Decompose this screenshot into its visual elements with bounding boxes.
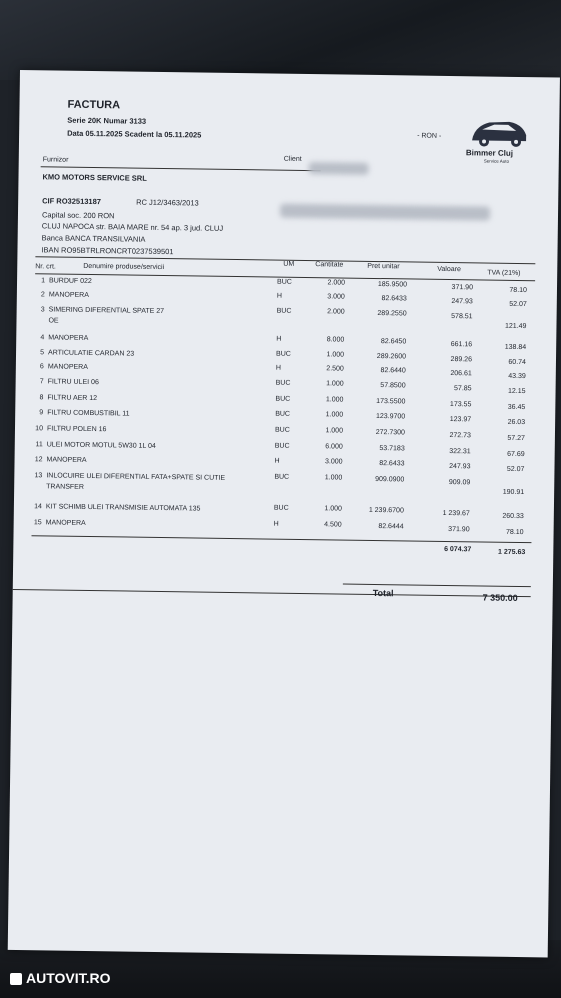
autovit-watermark xyxy=(10,970,111,986)
logo-text: Bimmer Cluj xyxy=(465,148,514,158)
row-um: H xyxy=(276,292,282,300)
row-name: SIMERING DIFERENTIAL SPATE 27 xyxy=(48,306,165,316)
row-name: KIT SCHIMB ULEI TRANSMISIE AUTOMATA 135 xyxy=(45,503,201,513)
row-value: 57.85 xyxy=(454,385,472,393)
row-quantity: 1.000 xyxy=(324,505,342,513)
car-seat-background-top xyxy=(0,0,561,80)
row-unit-price: 289.2600 xyxy=(376,353,407,361)
row-quantity: 1.000 xyxy=(326,380,344,388)
row-quantity: 6.000 xyxy=(325,443,343,451)
row-um: BUC xyxy=(275,410,291,418)
row-number: 5 xyxy=(40,349,45,357)
row-value: 173.55 xyxy=(449,401,472,409)
row-name-continued: TRANSFER xyxy=(46,483,84,491)
row-unit-price: 82.6440 xyxy=(380,367,406,375)
row-quantity: 1.000 xyxy=(325,396,344,404)
row-um: BUC xyxy=(276,350,291,358)
watermark-text: AUTOVIT.RO xyxy=(26,970,111,986)
row-vat: 78.10 xyxy=(509,286,528,295)
row-vat: 43.39 xyxy=(508,372,526,381)
row-unit-price: 173.5500 xyxy=(376,398,406,406)
col-um-header: UM xyxy=(283,260,295,268)
row-value: 289.26 xyxy=(450,356,473,364)
table-bottom-divider xyxy=(31,535,531,543)
row-vat: 12.15 xyxy=(507,387,526,396)
row-unit-price: 82.6450 xyxy=(380,338,407,346)
row-vat: 138.84 xyxy=(504,343,527,352)
row-vat: 260.33 xyxy=(502,512,524,521)
row-value: 206.61 xyxy=(450,370,472,378)
row-unit-price: 123.9700 xyxy=(375,413,406,421)
row-quantity: 2.000 xyxy=(327,279,346,287)
row-number: 7 xyxy=(39,378,44,386)
row-vat: 52.07 xyxy=(509,300,527,309)
autovit-logo-icon xyxy=(10,973,22,985)
supplier-bank: Banca BANCA TRANSILVANIA xyxy=(41,233,146,244)
row-um: BUC xyxy=(274,442,290,450)
row-value: 123.97 xyxy=(449,416,472,424)
row-vat: 121.49 xyxy=(504,322,527,331)
row-name: BURDUF 022 xyxy=(49,277,92,286)
row-number: 3 xyxy=(40,306,45,314)
supplier-capital: Capital soc. 200 RON xyxy=(41,210,115,221)
row-value: 371.90 xyxy=(448,526,470,534)
row-um: BUC xyxy=(274,473,290,481)
row-unit-price: 82.6444 xyxy=(378,523,404,531)
row-name: INLOCUIRE ULEI DIFERENTIAL FATA+SPATE SI CUTIE xyxy=(46,472,226,482)
col-qty-header: Cantitate xyxy=(315,261,344,269)
row-name: MANOPERA xyxy=(46,456,87,464)
col-nr-header: Nr. crt. xyxy=(35,263,56,271)
row-number: 1 xyxy=(41,277,46,285)
row-number: 2 xyxy=(40,291,45,299)
redacted-client-details xyxy=(280,204,490,221)
supplier-iban: IBAN RO95BTRLRONCRT0237539501 xyxy=(41,245,174,257)
subtotal-value: 6 074.37 xyxy=(444,545,472,554)
total-divider xyxy=(13,589,531,597)
row-vat: 60.74 xyxy=(508,358,527,367)
row-name: MANOPERA xyxy=(48,334,89,342)
row-value: 1 239.67 xyxy=(442,509,470,518)
row-vat: 26.03 xyxy=(507,418,526,427)
supplier-label: Furnizor xyxy=(42,156,69,164)
row-number: 8 xyxy=(39,394,44,402)
row-unit-price: 185.9500 xyxy=(377,281,408,289)
client-label: Client xyxy=(283,155,302,163)
total-amount: 7 350.00 xyxy=(482,592,518,604)
col-name-header: Denumire produse/servicii xyxy=(83,262,165,272)
row-quantity: 3.000 xyxy=(324,458,343,466)
row-vat: 36.45 xyxy=(507,403,526,412)
row-number: 11 xyxy=(35,441,43,449)
row-quantity: 2.000 xyxy=(327,308,345,316)
row-number: 14 xyxy=(34,503,42,511)
bimmer-cluj-logo xyxy=(464,114,535,165)
row-number: 12 xyxy=(34,456,43,464)
row-value: 322.31 xyxy=(449,448,471,456)
row-number: 6 xyxy=(39,363,44,371)
row-unit-price: 57.8500 xyxy=(380,382,406,390)
row-name: MANOPERA xyxy=(47,363,88,371)
supplier-divider xyxy=(41,166,321,171)
row-value: 272.73 xyxy=(449,432,471,440)
row-value: 909.09 xyxy=(448,479,471,487)
row-number: 13 xyxy=(34,472,43,480)
row-unit-price: 82.6433 xyxy=(381,295,407,303)
redacted-client-name xyxy=(309,162,369,175)
row-unit-price: 909.0900 xyxy=(375,475,405,484)
row-quantity: 4.500 xyxy=(324,521,342,529)
row-um: BUC xyxy=(274,426,290,434)
row-quantity: 1.000 xyxy=(325,411,344,419)
row-name: FILTRU COMBUSTIBIL 11 xyxy=(47,409,130,418)
row-name: FILTRU POLEN 16 xyxy=(46,425,107,434)
supplier-cif: CIF RO32513187 xyxy=(42,196,102,207)
row-name: MANOPERA xyxy=(48,291,89,299)
row-quantity: 2.500 xyxy=(326,365,344,373)
invoice-series: Serie 20K Numar 3133 xyxy=(67,115,147,126)
row-um: H xyxy=(275,364,281,372)
total-label: Total xyxy=(372,587,394,599)
row-name: MANOPERA xyxy=(45,519,86,527)
row-unit-price: 1 239.6700 xyxy=(368,506,404,515)
row-value: 371.90 xyxy=(451,284,474,292)
row-name: FILTRU ULEI 06 xyxy=(47,378,99,387)
row-unit-price: 289.2550 xyxy=(377,310,407,318)
row-vat: 52.07 xyxy=(506,465,525,474)
row-unit-price: 82.6433 xyxy=(379,460,405,468)
row-quantity: 8.000 xyxy=(326,336,345,344)
row-um: BUC xyxy=(276,307,292,315)
supplier-rc: RC J12/3463/2013 xyxy=(136,197,199,208)
row-um: BUC xyxy=(277,278,292,286)
row-vat: 78.10 xyxy=(506,528,524,537)
row-quantity: 1.000 xyxy=(324,474,343,482)
row-vat: 190.91 xyxy=(502,488,525,497)
row-name-continued: OE xyxy=(48,317,59,325)
row-quantity: 1.000 xyxy=(326,351,345,359)
row-number: 4 xyxy=(40,334,45,342)
row-number: 9 xyxy=(39,409,44,417)
invoice-paper xyxy=(8,70,560,957)
row-number: 15 xyxy=(33,519,42,527)
car-logo-icon xyxy=(464,114,534,149)
currency-label: - RON - xyxy=(417,132,442,140)
col-value-header: Valoare xyxy=(437,265,461,274)
invoice-dates: Data 05.11.2025 Scadent la 05.11.2025 xyxy=(67,128,202,140)
row-um: H xyxy=(273,520,279,528)
row-um: H xyxy=(274,457,280,465)
row-value: 247.93 xyxy=(451,298,473,306)
row-value: 578.51 xyxy=(451,313,473,321)
row-um: BUC xyxy=(275,395,291,403)
row-value: 247.93 xyxy=(449,463,471,471)
subtotal-vat: 1 275.63 xyxy=(498,548,526,557)
row-number: 10 xyxy=(35,425,44,433)
supplier-address: CLUJ NAPOCA str. BAIA MARE nr. 54 ap. 3 jud. CLUJ xyxy=(41,221,224,233)
col-price-header: Pret unitar xyxy=(367,262,400,271)
row-unit-price: 272.7300 xyxy=(375,429,406,437)
row-unit-price: 53.7183 xyxy=(379,445,405,453)
row-quantity: 3.000 xyxy=(327,293,345,301)
row-quantity: 1.000 xyxy=(325,427,344,435)
row-name: ARTICULATIE CARDAN 23 xyxy=(48,349,135,358)
logo-subtext: Service Auto xyxy=(483,158,510,164)
col-vat-header: TVA (21%) xyxy=(487,269,521,278)
invoice-title: FACTURA xyxy=(67,98,121,112)
row-um: BUC xyxy=(273,504,289,512)
supplier-name: KMO MOTORS SERVICE SRL xyxy=(42,172,147,183)
row-um: BUC xyxy=(275,379,291,387)
total-top-divider xyxy=(343,584,531,588)
row-value: 661.16 xyxy=(450,341,473,349)
row-um: H xyxy=(276,335,282,343)
row-vat: 67.69 xyxy=(507,450,525,459)
row-vat: 57.27 xyxy=(507,434,525,443)
row-name: ULEI MOTOR MOTUL 5W30 1L 04 xyxy=(46,441,156,450)
row-name: FILTRU AER 12 xyxy=(47,394,98,403)
